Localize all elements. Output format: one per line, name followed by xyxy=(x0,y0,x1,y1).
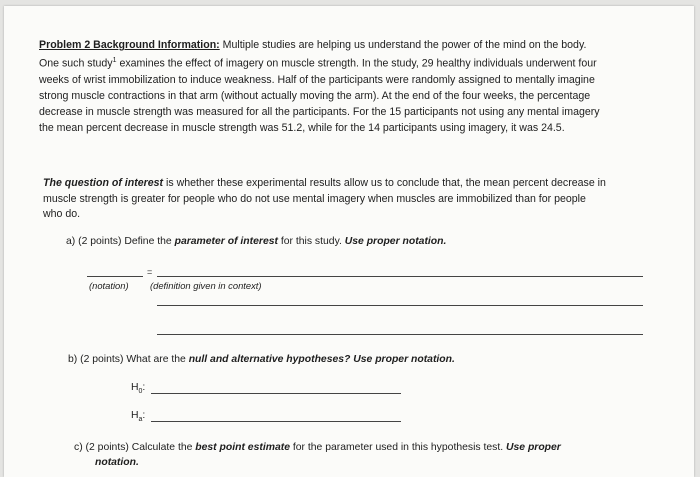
part-c-prompt: c) (2 points) Calculate the best point estimate for the parameter used in this hypothesis test. Use proper xyxy=(74,442,561,453)
intro-line-2: One such study$^1$ examines the effect of imagery on muscle strength. In the study, 29 healthy individuals underwent four xyxy=(39,57,597,70)
definition-label: (definition given in context) xyxy=(150,280,262,291)
definition-answer-line-2[interactable] xyxy=(157,305,643,306)
intro-line-1: Problem 2 Background Information: Multiple studies are helping us understand the power of the mind on the body. xyxy=(39,39,587,51)
background-information xyxy=(39,37,667,136)
question-line-2: muscle strength is greater for people who do not use mental imagery when muscles are immobilized than for people xyxy=(43,192,586,205)
part-a-prompt: a) (2 points) Define the parameter of interest for this study. Use proper notation. xyxy=(66,236,447,247)
notation-answer-line[interactable] xyxy=(87,276,143,277)
alternative-hypothesis-answer-line[interactable] xyxy=(151,421,401,422)
intro-line-6: the mean percent decrease in muscle strength was 51.2, while for the 14 participants using imagery, it was 24.5. xyxy=(39,121,565,134)
question-of-interest xyxy=(43,176,663,223)
footnote-mark: 1 xyxy=(112,57,117,64)
intro-line-4: strong muscle contractions in that arm (without actually moving the arm). At the end of the four weeks, the percentage xyxy=(39,89,591,102)
part-c-prompt-continued: notation. xyxy=(95,457,139,468)
equals-sign: = xyxy=(147,267,153,277)
definition-answer-line-3[interactable] xyxy=(157,334,643,335)
null-hypothesis-label: $H_0$: xyxy=(131,382,146,396)
null-hypothesis-answer-line[interactable] xyxy=(151,393,401,394)
question-line-1: The question of interest is whether these experimental results allow us to conclude that, the mean percent decrease in xyxy=(43,177,606,189)
question-emphasis: The question of interest xyxy=(43,177,164,189)
intro-line-3: weeks of wrist immobilization to induce weakness. Half of the participants were randomly assigned to mentally imagine xyxy=(39,73,595,86)
notation-label: (notation) xyxy=(89,280,129,291)
question-line-3: who do. xyxy=(43,208,81,220)
part-b-prompt: b) (2 points) What are the null and alternative hypotheses? Use proper notation. xyxy=(68,354,455,365)
alternative-hypothesis-label: $H_a$: xyxy=(131,410,146,424)
background-heading: Problem 2 Background Information: xyxy=(39,39,220,51)
worksheet-page xyxy=(4,6,694,477)
definition-answer-line-1[interactable] xyxy=(157,276,643,277)
intro-line-5: decrease in muscle strength was measured for all the participants. For the 15 participants not using any mental imagery xyxy=(39,105,600,118)
